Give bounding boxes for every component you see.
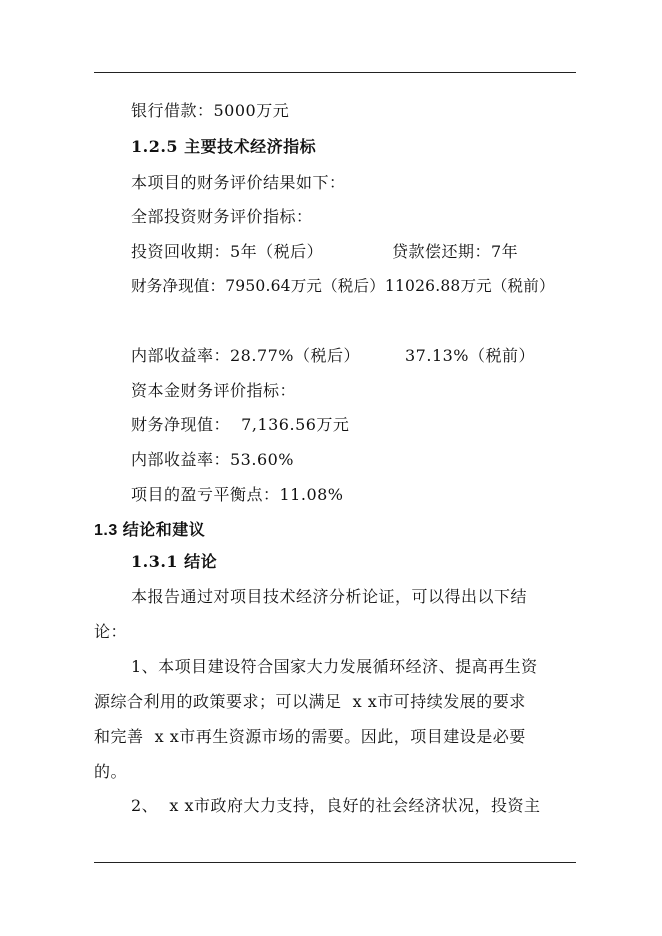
- para2-line2: 源综合利用的政策要求；可以满足 x x市可持续发展的要求: [94, 692, 526, 711]
- header-rule: [94, 72, 576, 73]
- npv-all: 财务净现值：7950.64万元（税后）11026.88万元（税前）: [131, 277, 555, 295]
- all-invest-heading: 全部投资财务评价指标：: [131, 207, 313, 226]
- footer-rule: [94, 862, 576, 863]
- heading-1-3: 1.3 结论和建议: [94, 522, 206, 539]
- para1-line1: 本报告通过对项目技术经济分析论证，可以得出以下结: [131, 587, 528, 606]
- loan-repay-line: [392, 242, 518, 262]
- payback-period: 投资回收期：5年（税后）: [131, 242, 324, 261]
- para2-line4: 的。: [94, 762, 128, 781]
- para1-line2: 论：: [94, 622, 128, 641]
- eval-intro: 本项目的财务评价结果如下：: [131, 173, 346, 192]
- heading-1-2-5: 1.2.5 主要技术经济指标: [131, 137, 317, 156]
- para2-line3: 和完善 x x市再生资源市场的需要。因此，项目建设是必要: [94, 727, 526, 746]
- loan-repay-period: 贷款偿还期：7年: [392, 242, 519, 261]
- para3-line1: 2、 x x市政府大力支持，良好的社会经济状况，投资主: [131, 796, 541, 815]
- capital-heading: 资本金财务评价指标：: [131, 381, 297, 400]
- npv-capital: 财务净现值： 7,136.56万元: [131, 415, 350, 434]
- heading-1-3-1: 1.3.1 结论: [131, 552, 218, 571]
- payback-line: [131, 242, 323, 262]
- irr-after-tax: 内部收益率：28.77%（税后）: [131, 346, 361, 365]
- irr-capital: 内部收益率：53.60%: [131, 450, 295, 469]
- irr-before-tax: 37.13%（税前）: [405, 346, 536, 365]
- para2-line1: 1、本项目建设符合国家大力发展循环经济、提高再生资: [131, 657, 538, 676]
- loan-line: 银行借款：5000万元: [131, 101, 290, 120]
- breakeven-point: 项目的盈亏平衡点：11.08%: [131, 485, 344, 504]
